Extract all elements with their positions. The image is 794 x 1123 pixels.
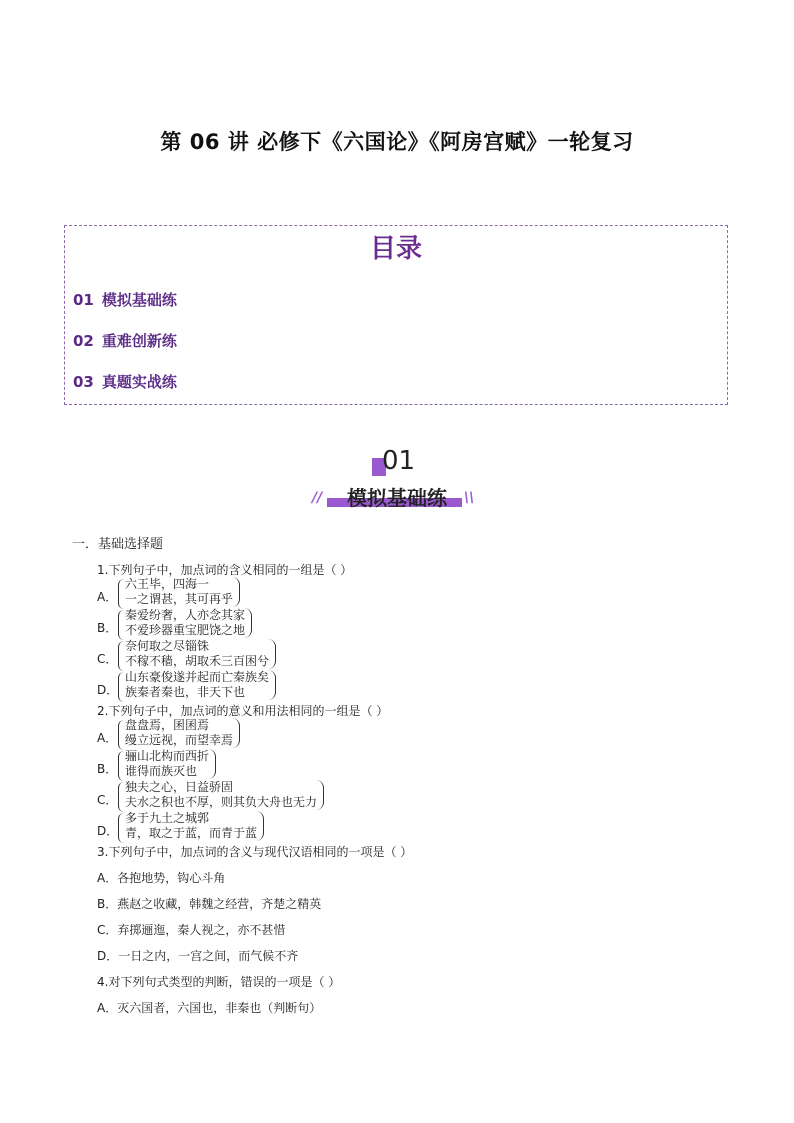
- brace-icon: [118, 782, 125, 812]
- section-number: 01: [382, 446, 416, 476]
- brace-icon: [118, 751, 125, 781]
- q3-option-a[interactable]: A．各抱地势，钩心斗角: [97, 871, 226, 885]
- question-4-stem: 4.对下列句式类型的判断，错误的一项是（ ）: [97, 975, 341, 989]
- question-1-stem: 1.下列句子中，加点词的含义相同的一组是（ ）: [97, 563, 353, 577]
- option-line-1: 秦爱纷奢，人亦念其家: [125, 608, 246, 622]
- option-letter: D．: [97, 824, 119, 838]
- option-line-2: 不稼不穑，胡取禾三百困兮: [125, 654, 270, 668]
- option-letter: A．: [97, 590, 118, 604]
- section-slash-left: //: [312, 490, 323, 506]
- section-title: 模拟基础练: [347, 486, 447, 510]
- toc-item-label: 真题实战练: [101, 373, 177, 391]
- option-line-2: 族秦者秦也，非天下也: [125, 685, 246, 699]
- option-line-2: 缦立远视，而望幸焉: [125, 733, 234, 747]
- brace-icon: [118, 813, 125, 843]
- q4-option-a[interactable]: A．灭六国者，六国也，非秦也（判断句）: [97, 1001, 322, 1015]
- option-line-2: 谁得而族灭也: [125, 764, 198, 778]
- brace-icon: [118, 672, 125, 702]
- option-line-1: 奈何取之尽锱铢: [125, 639, 210, 653]
- option-line-1: 山东豪俊遂并起而亡秦族矣: [125, 670, 270, 684]
- option-line-1: 独夫之心，日益骄固: [125, 780, 234, 794]
- option-letter: C．: [97, 652, 118, 666]
- option-line-1: 六王毕，四海一: [125, 577, 210, 591]
- toc-item-1[interactable]: [73, 289, 177, 310]
- toc-item-3[interactable]: [73, 371, 177, 392]
- option-letter: A．: [97, 731, 118, 745]
- q3-option-d[interactable]: D．一日之内，一宫之间，而气候不齐: [97, 949, 299, 963]
- toc-item-number: 03: [73, 373, 94, 391]
- question-3-stem: 3.下列句子中，加点词的含义与现代汉语相同的一项是（ ）: [97, 845, 413, 859]
- option-letter: D．: [97, 683, 119, 697]
- toc-item-label: 模拟基础练: [101, 291, 177, 309]
- brace-icon: [118, 610, 125, 640]
- toc-item-label: 重难创新练: [101, 332, 177, 350]
- toc-heading: 目录: [369, 234, 422, 264]
- option-line-1: 骊山北构而西折: [125, 749, 210, 763]
- q3-option-b[interactable]: B．燕赵之收藏，韩魏之经营，齐楚之精英: [97, 897, 322, 911]
- option-letter: C．: [97, 793, 118, 807]
- toc-item-2[interactable]: [73, 330, 177, 351]
- brace-icon: [118, 579, 125, 609]
- section-slash-right: \\: [464, 490, 475, 506]
- table-of-contents: [64, 225, 728, 405]
- toc-item-number: 01: [73, 291, 94, 309]
- option-line-2: 不爱珍器重宝肥饶之地: [125, 623, 246, 637]
- toc-item-number: 02: [73, 332, 94, 350]
- question-2-stem: 2.下列句子中，加点词的意义和用法相同的一组是（ ）: [97, 704, 389, 718]
- option-letter: B．: [97, 621, 118, 635]
- option-line-2: 一之谓甚，其可再乎: [125, 592, 234, 606]
- option-line-1: 多于九土之城郭: [125, 811, 210, 825]
- brace-icon: [118, 641, 125, 671]
- option-line-1: 盘盘焉，囷囷焉: [125, 718, 210, 732]
- option-line-2: 青，取之于蓝，而青于蓝: [125, 826, 258, 840]
- sub-heading: 一．基础选择题: [72, 537, 164, 552]
- q3-option-c[interactable]: C．弃掷逦迤，秦人视之，亦不甚惜: [97, 923, 286, 937]
- brace-icon: [118, 720, 125, 750]
- option-line-2: 夫水之积也不厚，则其负大舟也无力: [125, 795, 318, 809]
- option-letter: B．: [97, 762, 118, 776]
- page-title: 第 06 讲 必修下《六国论》《阿房宫赋》一轮复习: [160, 130, 634, 154]
